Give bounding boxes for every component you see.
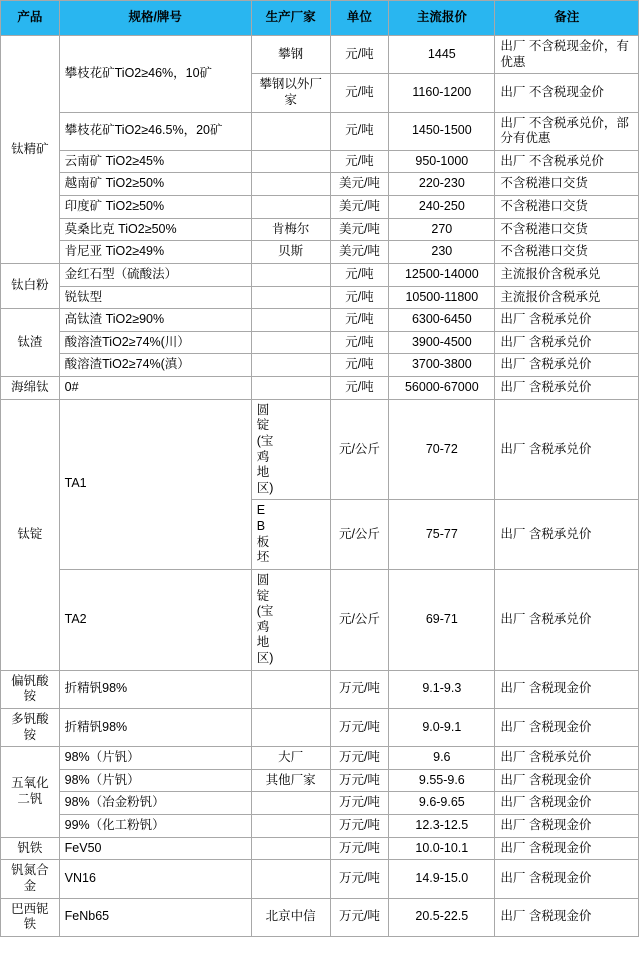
cell-category: 钛锭 xyxy=(1,399,60,670)
cell-maker xyxy=(251,792,330,815)
cell-spec: 98%（片钒） xyxy=(59,769,251,792)
cell-spec: FeV50 xyxy=(59,837,251,860)
cell-maker xyxy=(251,331,330,354)
table-row xyxy=(1,173,639,196)
cell-spec: 金红石型（硫酸法） xyxy=(59,263,251,286)
cell-unit: 元/吨 xyxy=(330,331,389,354)
cell-price: 14.9-15.0 xyxy=(389,860,495,898)
cell-maker: 贝斯 xyxy=(251,241,330,264)
cell-unit: 元/吨 xyxy=(330,377,389,400)
cell-unit: 万元/吨 xyxy=(330,670,389,708)
cell-price: 12500-14000 xyxy=(389,263,495,286)
cell-maker xyxy=(251,309,330,332)
cell-spec: 酸溶渣TiO2≥74%(滇） xyxy=(59,354,251,377)
cell-spec: 折精钒98% xyxy=(59,670,251,708)
cell-unit: 元/吨 xyxy=(330,112,389,150)
cell-price: 12.3-12.5 xyxy=(389,815,495,838)
cell-category: 偏钒酸铵 xyxy=(1,670,60,708)
cell-unit: 元/公斤 xyxy=(330,569,389,670)
cell-price: 3700-3800 xyxy=(389,354,495,377)
cell-note: 出厂 含税承兑价 xyxy=(495,399,639,500)
cell-note: 不含税港口交货 xyxy=(495,241,639,264)
cell-spec: 云南矿 TiO2≥45% xyxy=(59,150,251,173)
cell-price: 220-230 xyxy=(389,173,495,196)
cell-note: 出厂 不含税现金价，有优惠 xyxy=(495,36,639,74)
table-row xyxy=(1,286,639,309)
header-maker: 生产厂家 xyxy=(251,1,330,36)
cell-note: 出厂 含税现金价 xyxy=(495,898,639,936)
table-row xyxy=(1,747,639,770)
cell-unit: 美元/吨 xyxy=(330,196,389,219)
table-row xyxy=(1,263,639,286)
cell-category: 钒氮合金 xyxy=(1,860,60,898)
cell-maker xyxy=(251,112,330,150)
cell-maker xyxy=(251,354,330,377)
cell-note: 出厂 含税现金价 xyxy=(495,792,639,815)
table-row xyxy=(1,399,639,500)
cell-note: 出厂 含税承兑价 xyxy=(495,500,639,570)
cell-maker xyxy=(251,860,330,898)
cell-spec: 酸溶渣TiO2≥74%(川） xyxy=(59,331,251,354)
table-row xyxy=(1,569,639,670)
cell-price: 9.6 xyxy=(389,747,495,770)
header-price: 主流报价 xyxy=(389,1,495,36)
cell-category: 巴西铌铁 xyxy=(1,898,60,936)
cell-unit: 美元/吨 xyxy=(330,241,389,264)
cell-unit: 元/公斤 xyxy=(330,399,389,500)
cell-maker xyxy=(251,263,330,286)
cell-spec: 高钛渣 TiO2≥90% xyxy=(59,309,251,332)
cell-spec: 98%（片钒） xyxy=(59,747,251,770)
table-row xyxy=(1,36,639,74)
cell-spec: 折精钒98% xyxy=(59,708,251,746)
cell-spec: 印度矿 TiO2≥50% xyxy=(59,196,251,219)
cell-note: 不含税港口交货 xyxy=(495,173,639,196)
cell-spec: 锐钛型 xyxy=(59,286,251,309)
cell-spec: TA1 xyxy=(59,399,251,569)
cell-spec: 越南矿 TiO2≥50% xyxy=(59,173,251,196)
header-row xyxy=(1,1,639,36)
cell-price: 270 xyxy=(389,218,495,241)
cell-price: 10500-11800 xyxy=(389,286,495,309)
cell-spec: FeNb65 xyxy=(59,898,251,936)
cell-unit: 元/吨 xyxy=(330,309,389,332)
cell-maker xyxy=(251,150,330,173)
cell-unit: 万元/吨 xyxy=(330,708,389,746)
cell-note: 不含税港口交货 xyxy=(495,218,639,241)
header-note: 备注 xyxy=(495,1,639,36)
cell-note: 出厂 含税承兑价 xyxy=(495,377,639,400)
cell-spec: TA2 xyxy=(59,569,251,670)
cell-note: 出厂 含税现金价 xyxy=(495,837,639,860)
cell-note: 出厂 含税承兑价 xyxy=(495,309,639,332)
cell-maker: 攀钢以外厂家 xyxy=(251,74,330,112)
table-row xyxy=(1,112,639,150)
cell-unit: 万元/吨 xyxy=(330,898,389,936)
table-row xyxy=(1,815,639,838)
cell-unit: 元/吨 xyxy=(330,74,389,112)
cell-spec: 99%（化工粉钒） xyxy=(59,815,251,838)
cell-price: 1450-1500 xyxy=(389,112,495,150)
cell-unit: 美元/吨 xyxy=(330,218,389,241)
cell-maker xyxy=(251,286,330,309)
cell-note: 出厂 含税承兑价 xyxy=(495,354,639,377)
cell-note: 出厂 含税现金价 xyxy=(495,769,639,792)
cell-note: 出厂 不含税承兑价，部分有优惠 xyxy=(495,112,639,150)
cell-category: 海绵钛 xyxy=(1,377,60,400)
cell-spec: 0# xyxy=(59,377,251,400)
cell-note: 主流报价含税承兑 xyxy=(495,286,639,309)
cell-price: 70-72 xyxy=(389,399,495,500)
cell-unit: 美元/吨 xyxy=(330,173,389,196)
cell-unit: 万元/吨 xyxy=(330,747,389,770)
cell-note: 不含税港口交货 xyxy=(495,196,639,219)
cell-category: 钒铁 xyxy=(1,837,60,860)
cell-maker: 大厂 xyxy=(251,747,330,770)
cell-spec: 98%（冶金粉钒） xyxy=(59,792,251,815)
cell-price: 9.55-9.6 xyxy=(389,769,495,792)
cell-category: 钛精矿 xyxy=(1,36,60,264)
cell-price: 9.0-9.1 xyxy=(389,708,495,746)
cell-unit: 元/吨 xyxy=(330,263,389,286)
cell-unit: 万元/吨 xyxy=(330,769,389,792)
table-row xyxy=(1,377,639,400)
table-row xyxy=(1,837,639,860)
cell-unit: 万元/吨 xyxy=(330,837,389,860)
cell-spec: 肯尼亚 TiO2≥49% xyxy=(59,241,251,264)
cell-maker xyxy=(251,196,330,219)
table-row xyxy=(1,670,639,708)
cell-unit: 元/公斤 xyxy=(330,500,389,570)
cell-unit: 元/吨 xyxy=(330,36,389,74)
cell-price: 10.0-10.1 xyxy=(389,837,495,860)
cell-price: 56000-67000 xyxy=(389,377,495,400)
cell-price: 950-1000 xyxy=(389,150,495,173)
header-spec: 规格/牌号 xyxy=(59,1,251,36)
cell-unit: 万元/吨 xyxy=(330,792,389,815)
table-header xyxy=(1,1,639,36)
table-row xyxy=(1,309,639,332)
table-row xyxy=(1,150,639,173)
cell-price: 240-250 xyxy=(389,196,495,219)
cell-price: 230 xyxy=(389,241,495,264)
cell-spec: 莫桑比克 TiO2≥50% xyxy=(59,218,251,241)
cell-price: 20.5-22.5 xyxy=(389,898,495,936)
table-row xyxy=(1,218,639,241)
cell-maker xyxy=(251,837,330,860)
cell-price: 69-71 xyxy=(389,569,495,670)
cell-unit: 元/吨 xyxy=(330,150,389,173)
cell-maker: 北京中信 xyxy=(251,898,330,936)
cell-maker: 肯梅尔 xyxy=(251,218,330,241)
cell-spec: 攀枝花矿TiO2≥46%，10矿 xyxy=(59,36,251,113)
cell-maker xyxy=(251,377,330,400)
cell-price: 1160-1200 xyxy=(389,74,495,112)
cell-maker xyxy=(251,670,330,708)
cell-category: 五氧化二钒 xyxy=(1,747,60,838)
cell-category: 钛渣 xyxy=(1,309,60,377)
table-body xyxy=(1,36,639,937)
cell-price: 75-77 xyxy=(389,500,495,570)
cell-maker: 攀钢 xyxy=(251,36,330,74)
cell-maker: 其他厂家 xyxy=(251,769,330,792)
cell-unit: 元/吨 xyxy=(330,286,389,309)
cell-note: 出厂 不含税现金价 xyxy=(495,74,639,112)
table-row xyxy=(1,196,639,219)
cell-note: 主流报价含税承兑 xyxy=(495,263,639,286)
header-unit: 单位 xyxy=(330,1,389,36)
table-row xyxy=(1,769,639,792)
cell-category: 钛白粉 xyxy=(1,263,60,308)
cell-price: 3900-4500 xyxy=(389,331,495,354)
cell-note: 出厂 含税现金价 xyxy=(495,670,639,708)
cell-note: 出厂 含税现金价 xyxy=(495,708,639,746)
cell-note: 出厂 含税承兑价 xyxy=(495,747,639,770)
cell-category: 多钒酸铵 xyxy=(1,708,60,746)
cell-maker xyxy=(251,708,330,746)
table-row xyxy=(1,860,639,898)
cell-unit: 万元/吨 xyxy=(330,860,389,898)
table-row xyxy=(1,792,639,815)
cell-price: 9.1-9.3 xyxy=(389,670,495,708)
table-row xyxy=(1,331,639,354)
cell-note: 出厂 含税承兑价 xyxy=(495,331,639,354)
table-row xyxy=(1,708,639,746)
cell-note: 出厂 含税承兑价 xyxy=(495,569,639,670)
cell-note: 出厂 不含税承兑价 xyxy=(495,150,639,173)
cell-price: 1445 xyxy=(389,36,495,74)
cell-spec: VN16 xyxy=(59,860,251,898)
cell-unit: 万元/吨 xyxy=(330,815,389,838)
table-row xyxy=(1,354,639,377)
cell-price: 9.6-9.65 xyxy=(389,792,495,815)
cell-note: 出厂 含税现金价 xyxy=(495,860,639,898)
cell-maker xyxy=(251,173,330,196)
cell-unit: 元/吨 xyxy=(330,354,389,377)
table-row xyxy=(1,241,639,264)
cell-price: 6300-6450 xyxy=(389,309,495,332)
table-row xyxy=(1,898,639,936)
cell-note: 出厂 含税现金价 xyxy=(495,815,639,838)
cell-spec: 攀枝花矿TiO2≥46.5%，20矿 xyxy=(59,112,251,150)
cell-maker xyxy=(251,815,330,838)
header-product: 产品 xyxy=(1,1,60,36)
